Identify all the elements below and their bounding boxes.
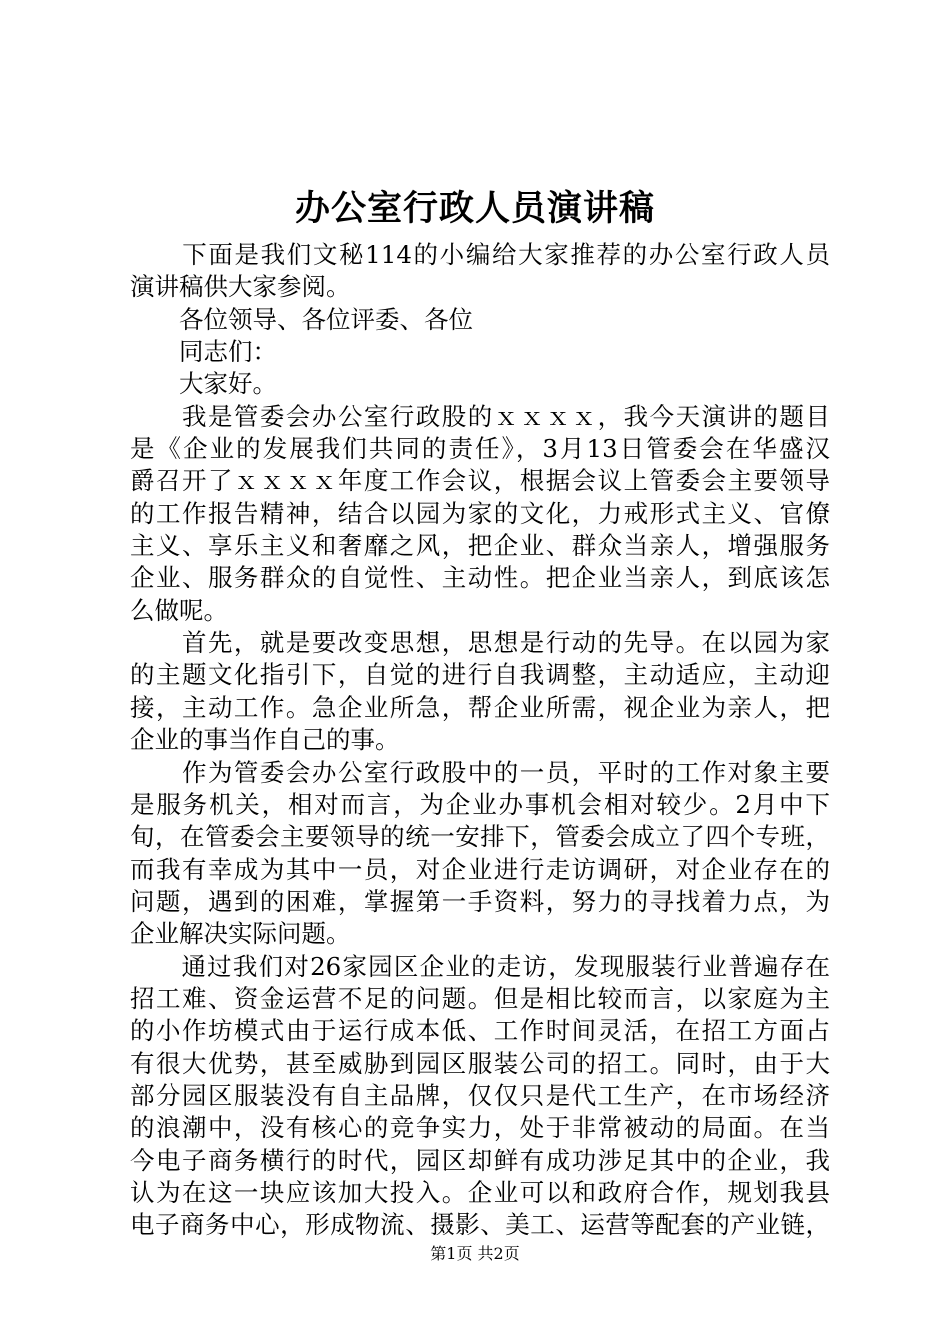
page-footer: 第1页 共2页	[430, 1244, 520, 1263]
body-line: 通过我们对26家园区企业的走访，发现服装行业普遍存在	[130, 951, 830, 981]
body-line: 企业解决实际问题。	[130, 919, 351, 949]
body-line: 首先，就是要改变思想，思想是行动的先导。在以园为家	[130, 628, 830, 658]
body-line: 是服务机关，相对而言，为企业办事机会相对较少。2月中下	[130, 789, 830, 819]
document-title: 办公室行政人员演讲稿	[294, 188, 655, 229]
body-line: 么做呢。	[130, 595, 228, 625]
body-line: 今电子商务横行的时代，园区却鲜有成功涉足其中的企业，我	[130, 1145, 830, 1175]
body-line: 我是管委会办公室行政股的ｘｘｘｘ，我今天演讲的题目	[130, 401, 830, 431]
body-line: 招工难、资金运营不足的问题。但是相比较而言，以家庭为主	[130, 983, 830, 1013]
body-line: 的主题文化指引下，自觉的进行自我调整，主动适应，主动迎	[130, 660, 830, 690]
body-line: 演讲稿供大家参阅。	[130, 272, 351, 302]
body-line: 主义、享乐主义和奢靡之风，把企业、群众当亲人，增强服务	[130, 531, 830, 561]
body-line: 企业的事当作自己的事。	[130, 725, 400, 755]
body-line: 同志们：	[130, 337, 277, 367]
body-line: 的小作坊模式由于运行成本低、工作时间灵活，在招工方面占	[130, 1016, 830, 1046]
body-line: 旬，在管委会主要领导的统一安排下，管委会成立了四个专班，	[130, 822, 830, 852]
body-line: 有很大优势，甚至威胁到园区服装公司的招工。同时，由于大	[130, 1048, 830, 1078]
body-line: 认为在这一块应该加大投入。企业可以和政府合作，规划我县	[130, 1177, 830, 1207]
document-body	[130, 239, 830, 1242]
body-line: 大家好。	[130, 369, 277, 399]
body-line: 的工作报告精神，结合以园为家的文化，力戒形式主义、官僚	[130, 498, 830, 528]
body-line: 电子商务中心，形成物流、摄影、美工、运营等配套的产业链，	[130, 1210, 830, 1240]
body-line: 而我有幸成为其中一员，对企业进行走访调研，对企业存在的	[130, 854, 830, 884]
body-line: 的浪潮中，没有核心的竞争实力，处于非常被动的局面。在当	[130, 1113, 830, 1143]
body-line: 接，主动工作。急企业所急，帮企业所需，视企业为亲人，把	[130, 692, 830, 722]
body-line: 作为管委会办公室行政股中的一员，平时的工作对象主要	[130, 757, 830, 787]
body-line: 问题，遇到的困难，掌握第一手资料，努力的寻找着力点，为	[130, 886, 830, 916]
body-line: 是《企业的发展我们共同的责任》，3月13日管委会在华盛汉	[130, 434, 830, 464]
body-line: 企业、服务群众的自觉性、主动性。把企业当亲人，到底该怎	[130, 563, 830, 593]
body-line: 各位领导、各位评委、各位	[130, 304, 473, 334]
body-line: 下面是我们文秘114的小编给大家推荐的办公室行政人员	[130, 240, 830, 269]
body-line: 爵召开了ｘｘｘｘ年度工作会议，根据会议上管委会主要领导	[130, 466, 830, 496]
body-line: 部分园区服装没有自主品牌，仅仅只是代工生产，在市场经济	[130, 1080, 830, 1110]
